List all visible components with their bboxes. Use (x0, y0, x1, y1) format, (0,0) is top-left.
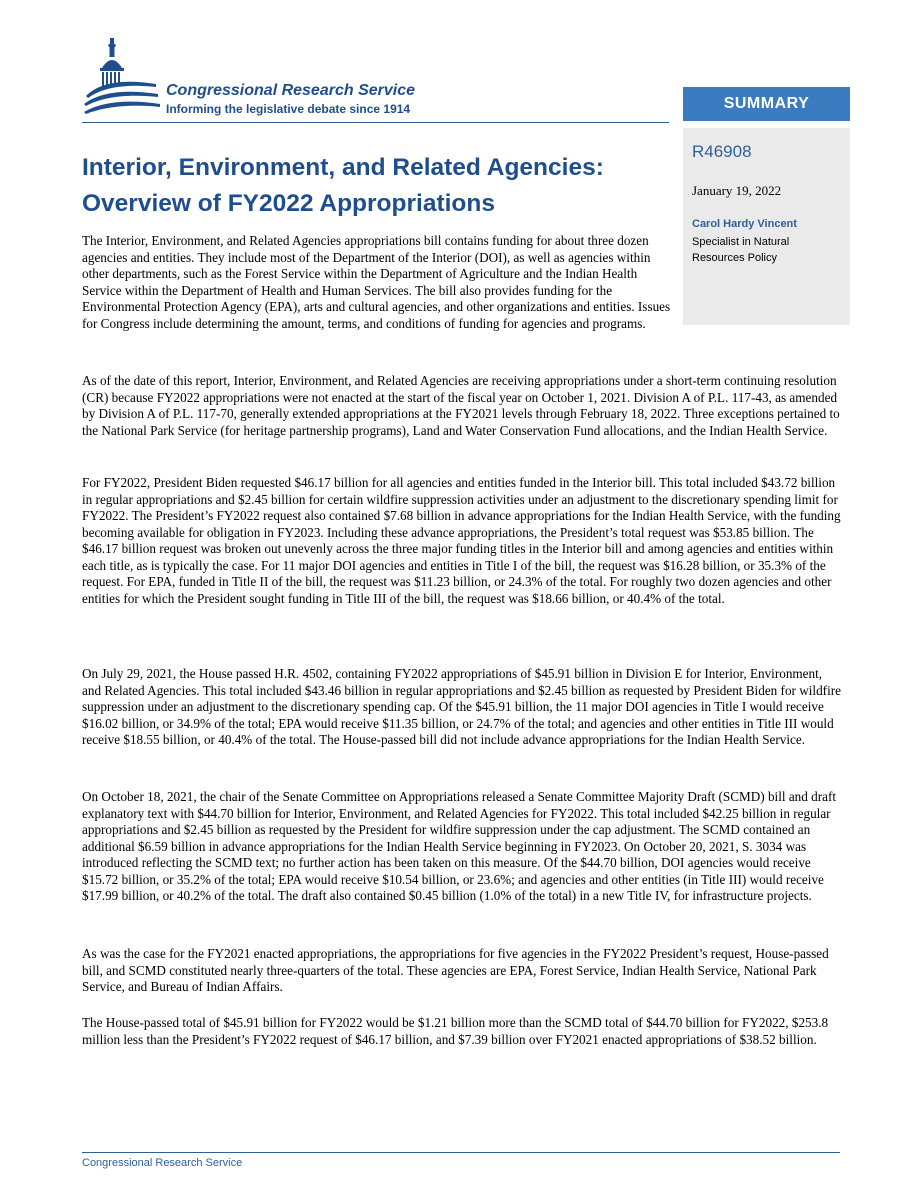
summary-paragraph-7: The House-passed total of $45.91 billion for FY2022 would be $1.21 billion more than the SCMD total of $44.70 billion for FY2022, $253.8 million less than the President’s FY2022 request of $46.17 billion, and $7.39 billion over FY2021 enacted appropriations of $38.52 billion. (82, 1015, 829, 1047)
report-number: R46908 (692, 142, 752, 161)
org-name: Congressional Research Service (166, 82, 416, 99)
summary-paragraph-2: As of the date of this report, Interior, Environment, and Related Agencies are receiving appropriations under a short-term continuing resolution (CR) because FY2022 appropriations were not enacted at the start of the fiscal year on October 1, 2021. Division A of P.L. 117-43, as amended by Division A of P.L. 117-70, generally extended appropriations at the FY2021 levels through February 18, 2022. Three exceptions pertained to the National Park Service (for heritage partnership programs), Land and Water Conservation Fund allocations, and the Indian Health Service. (82, 373, 840, 438)
author-name: Carol Hardy Vincent (692, 218, 797, 230)
summary-paragraph-4: On July 29, 2021, the House passed H.R. 4502, containing FY2022 appropriations of $45.91 billion in Division E for Interior, Environment, and Related Agencies. This total included $43.46 billion in regular appropriations and $2.45 billion as requested by President Biden for wildfire suppression under an adjustment to the discretionary spending cap. Of the $45.91 billion, the 11 major DOI agencies in Title I would receive $16.02 billion, or 34.9% of the total; EPA would receive $11.35 billion, or 24.7% of the total; and agencies and other entities in Title III would receive $18.55 billion, or 40.4% of the total. The House-passed bill did not include advance appropriations for the Indian Health Service. (82, 666, 841, 747)
page-title-line-2: Overview of FY2022 Appropriations (82, 190, 495, 217)
org-tagline: Informing the legislative debate since 1914 (166, 102, 411, 116)
summary-paragraph-5: On October 18, 2021, the chair of the Senate Committee on Appropriations released a Senate Committee Majority Draft (SCMD) bill and draft explanatory text with $44.70 billion for Interior, Environment, and Related Agencies for FY2022. This total included $42.25 billion in regular appropriations and $2.45 billion as requested by the President for wildfire suppression under the cap adjustment. The SCMD contained an additional $6.59 billion in advance appropriations for the Indian Health Service beginning in FY2023. On October 20, 2021, S. 3034 was introduced reflecting the SCMD text; no further action has been taken on this measure. Of the $44.70 billion, DOI agencies would receive $15.72 billion, or 35.2% of the total; EPA would receive $10.54 billion, or 23.6%; and agencies and other entities (in Title III) would receive $17.99 billion, or 40.2% of the total. The draft also contained $0.45 billion (1.0% of the total) in a new Title IV, for infrastructure projects. (82, 789, 837, 903)
summary-paragraph-6: As was the case for the FY2021 enacted appropriations, the appropriations for five agencies in the FY2022 President’s request, House-passed bill, and SCMD constituted nearly three-quarters of the total. These agencies are EPA, Forest Service, Indian Health Service, National Park Service, and Bureau of Indian Affairs. (82, 946, 829, 994)
summary-tab: SUMMARY (683, 87, 850, 121)
page-title (82, 150, 682, 222)
summary-paragraph-1: The Interior, Environment, and Related Agencies appropriations bill contains funding for about three dozen agencies and entities. They include most of the Department of the Interior (DOI), as well as agencies within other departments, such as the Forest Service within the Department of Agriculture and the Indian Health Service within the Department of Health and Human Services. The bill also provides funding for the Environmental Protection Agency (EPA), arts and cultural agencies, and other organizations and entities. Issues for Congress include determining the amount, terms, and conditions of funding for agencies and programs. (82, 233, 671, 331)
footer-divider (82, 1152, 840, 1153)
summary-paragraph-3: For FY2022, President Biden requested $46.17 billion for all agencies and entities funded in the Interior bill. This total included $43.72 billion in regular appropriations and $2.45 billion for certain wildfire suppression activities under an adjustment to the discretionary spending limit for FY2022. The President’s FY2022 request also contained $7.68 billion in advance appropriations for the Indian Health Service, with the funding becoming available for obligation in FY2023. Including these advance appropriations, the President’s total request was $53.85 billion. The $46.17 billion request was broken out unevenly across the three major funding titles in the Interior bill and among agencies and entities within each title, as is typically the case. For 11 major DOI agencies and entities in Title I of the bill, the request was $16.28 billion, or 35.3% of the request. For EPA, funded in Title II of the bill, the request was $11.23 billion, or 24.3% of the total. For roughly two dozen agencies and other entities for which the President sought funding in Title III of the bill, the request was $18.66 billion, or 40.4% of the total. (82, 475, 841, 606)
footer-text: Congressional Research Service (82, 1157, 243, 1169)
report-date: January 19, 2022 (692, 183, 782, 198)
header-divider (82, 122, 669, 123)
page-title-line-1: Interior, Environment, and Related Agencies: (82, 154, 604, 181)
crs-logo[interactable] (82, 32, 482, 124)
author-title: Specialist in Natural Resources Policy (692, 236, 790, 264)
capitol-dome-icon (82, 32, 162, 124)
